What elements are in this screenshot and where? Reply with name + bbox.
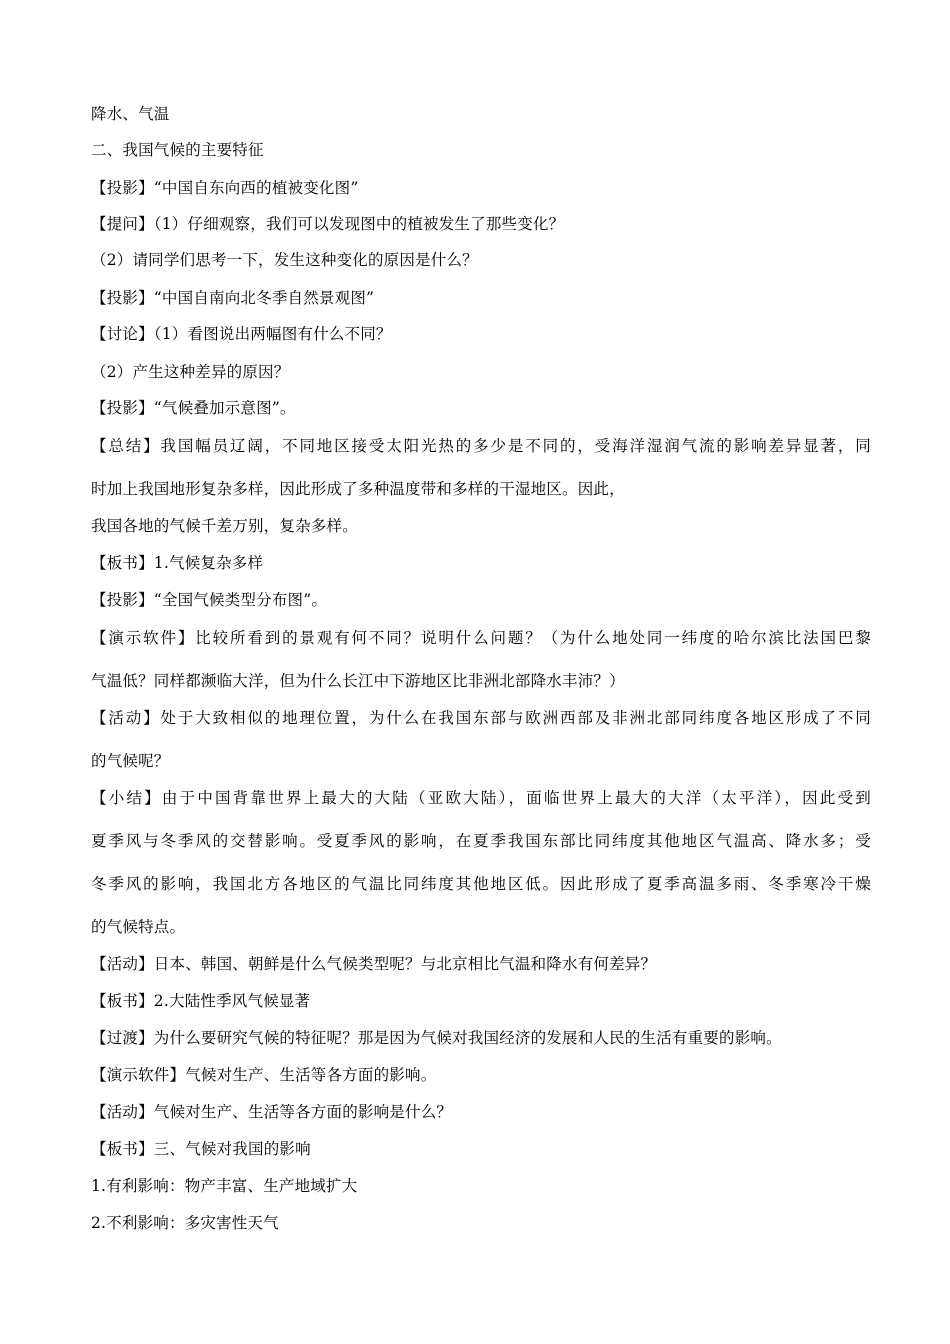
board-note: 【板书】1.气候复杂多样 (91, 554, 264, 572)
text-line: 【演示软件】气候对生产、生活等各方面的影响。 (91, 1066, 437, 1084)
list-item: 1.有利影响：物产丰富、生产地域扩大 (91, 1177, 358, 1195)
section-heading: 二、我国气候的主要特征 (91, 141, 264, 159)
text-line: 【活动】气候对生产、生活等各方面的影响是什么？ (91, 1103, 453, 1121)
text-line: 【总结】我国幅员辽阔，不同地区接受太阳光热的多少是不同的，受海洋湿润气流的影响差异显著，同 (91, 437, 871, 455)
board-note: 【板书】2.大陆性季风气候显著 (91, 992, 311, 1010)
text-line: 【讨论】（1）看图说出两幅图有什么不同？ (91, 325, 392, 343)
text-line: 【投影】“中国自东向西的植被变化图” (91, 179, 359, 197)
board-note: 【板书】三、气候对我国的影响 (91, 1140, 311, 1158)
text-line: 我国各地的气候千差万别，复杂多样。 (91, 517, 358, 535)
text-line: 【提问】（1）仔细观察，我们可以发现图中的植被发生了那些变化？ (91, 215, 565, 233)
text-line: 降水、气温 (91, 105, 170, 123)
text-line: 冬季风的影响，我国北方各地区的气温比同纬度其他地区低。因此形成了夏季高温多雨、冬季寒冷干燥 (91, 875, 871, 893)
list-item: 2.不利影响：多灾害性天气 (91, 1214, 279, 1232)
text-line: 【演示软件】比较所看到的景观有何不同？说明什么问题？（为什么地处同一纬度的哈尔滨比法国巴黎 (91, 629, 871, 647)
text-line: 【投影】“中国自南向北冬季自然景观图” (91, 289, 375, 307)
text-line: 【活动】日本、韩国、朝鲜是什么气候类型呢？与北京相比气温和降水有何差异？ (91, 955, 657, 973)
text-line: 气温低？同样都濒临大洋，但为什么长江中下游地区比非洲北部降水丰沛？） (91, 672, 625, 690)
text-line: 【过渡】为什么要研究气候的特征呢？那是因为气候对我国经济的发展和人民的生活有重要的影响。 (91, 1029, 782, 1047)
text-line: （2）请同学们思考一下，发生这种变化的原因是什么？ (91, 251, 478, 269)
text-line: 夏季风与冬季风的交替影响。受夏季风的影响，在夏季我国东部比同纬度其他地区气温高、降水多；受 (91, 832, 871, 850)
text-line: 时加上我国地形复杂多样，因此形成了多种温度带和多样的干湿地区。因此， (91, 480, 625, 498)
text-line: 【投影】“全国气候类型分布图”。 (91, 591, 328, 609)
text-line: （2）产生这种差异的原因？ (91, 363, 290, 381)
text-line: 【活动】处于大致相似的地理位置，为什么在我国东部与欧洲西部及非洲北部同纬度各地区形成了不同 (91, 709, 871, 727)
text-line: 的气候特点。 (91, 918, 186, 936)
text-line: 的气候呢？ (91, 752, 170, 770)
text-line: 【投影】“气候叠加示意图”。 (91, 399, 296, 417)
text-line: 【小结】由于中国背靠世界上最大的大陆（亚欧大陆），面临世界上最大的大洋（太平洋），因此受到 (91, 789, 871, 807)
